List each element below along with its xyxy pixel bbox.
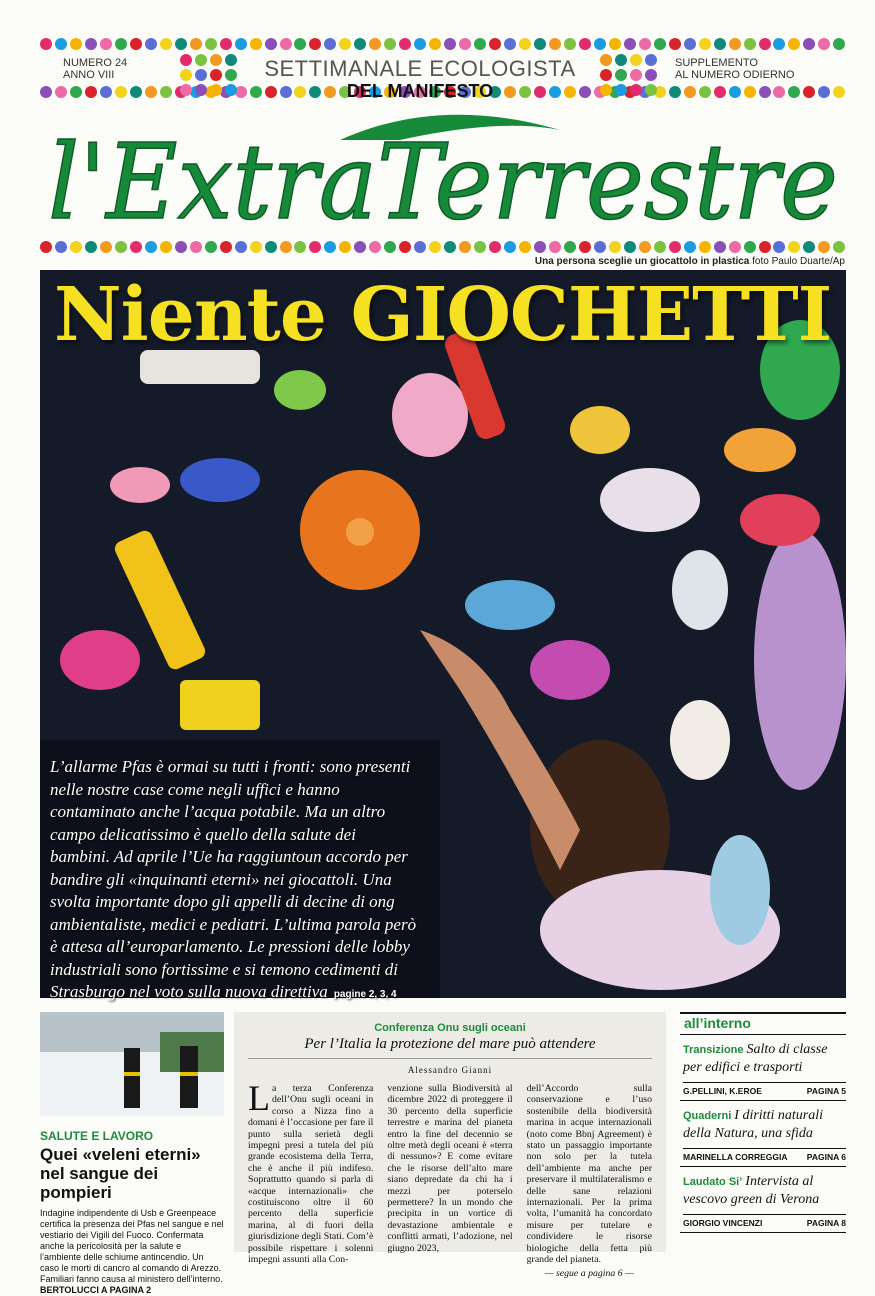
dropcap: L [248, 1078, 270, 1118]
decor-dot [384, 38, 396, 50]
mid-story-rule [248, 1058, 652, 1059]
inside-item[interactable] [680, 1167, 846, 1233]
left-story-kicker: SALUTE E LAVORO [40, 1129, 154, 1143]
decor-dot [205, 38, 217, 50]
decor-dot [225, 84, 237, 96]
main-headline: Niente GIOCHETTI [54, 272, 832, 358]
decor-dot [369, 38, 381, 50]
decor-dot [759, 86, 771, 98]
inside-item-page: PAGINA 6 [806, 1152, 846, 1162]
decor-dot [160, 86, 172, 98]
inside-item-byline [683, 1214, 846, 1232]
decor-dot [130, 86, 142, 98]
inside-heading: all’interno [680, 1012, 846, 1035]
decor-dot [504, 38, 516, 50]
decor-dot [729, 38, 741, 50]
decor-dot [250, 38, 262, 50]
decor-dot [579, 38, 591, 50]
inside-item-title [683, 1173, 846, 1208]
photo-caption-text: Una persona sceglie un giocattolo in plastica [534, 256, 750, 267]
inside-item[interactable] [680, 1035, 846, 1101]
decor-dot [744, 86, 756, 98]
decor-dot [225, 54, 237, 66]
decor-dot [729, 86, 741, 98]
decor-dot [630, 84, 642, 96]
decor-dot [818, 38, 830, 50]
decor-dot [210, 69, 222, 81]
decor-dot [833, 86, 845, 98]
decor-dot [195, 69, 207, 81]
decor-dot [429, 38, 441, 50]
decor-dot [624, 38, 636, 50]
inside-item-label: Transizione [683, 1044, 744, 1056]
decor-dot [615, 84, 627, 96]
decor-dot [280, 38, 292, 50]
decor-dot [210, 54, 222, 66]
decor-dot [399, 38, 411, 50]
mid-story-col-3 [527, 1083, 652, 1279]
decor-dot [534, 38, 546, 50]
decor-dot [85, 86, 97, 98]
decor-dot [55, 86, 67, 98]
inside-item-page: PAGINA 8 [806, 1218, 846, 1228]
issue-number: NUMERO 24 [63, 57, 128, 69]
decor-dot [615, 54, 627, 66]
decor-dot [294, 38, 306, 50]
inside-item-title [683, 1107, 846, 1142]
decor-dot [788, 38, 800, 50]
decor-dot [803, 86, 815, 98]
logo-text: l'ExtraTerrestre [48, 121, 838, 243]
inside-item-title-text: Salto di classe per edifici e trasporti [683, 1042, 828, 1075]
decor-dot [684, 38, 696, 50]
decor-dot [594, 38, 606, 50]
mid-story-author: Alessandro Gianni [407, 1065, 493, 1075]
inside-item[interactable] [680, 1101, 846, 1167]
decor-dot [210, 84, 222, 96]
decor-dot [225, 69, 237, 81]
mid-story-col-1 [248, 1078, 374, 1279]
right-dot-cluster [600, 54, 657, 96]
decor-dot [115, 86, 127, 98]
mid-story-col-2: venzione sulla Biodiversità al dicembre 2022 di proteggere il 30 percento della superficie terrestre e marina del pianeta entro la fine del decennio se oltre metà degli oceani è «terra di nessuno»? E come evitare che le risorse dell’alto mare siano depredate da chi ha i mezzi per poterselo permettere? In un mondo che precipita in un vortice di devastazione ambientale e conflitti armati, l’adozione, nel giugno 2023, [387, 1083, 513, 1254]
decor-dot [645, 69, 657, 81]
decor-dot [145, 38, 157, 50]
supplement-line-2: AL NUMERO ODIERNO [675, 69, 795, 81]
masthead-logo [40, 100, 846, 243]
mid-story-col-1-text: a terza Conferenza dell’Onu sugli oceani in corso a Nizza fino a domani è l’occasione per fare il punto sulla serietà degli impegni presi a tutela del più grande ecosistema della Terra, che è anche il più indifeso. Soprattutto quando si parla di «acque internazionali» che costituiscono oltre il 60 percento della superficie marina, al di fuori della giurisdizione degli Stati. Com’è possibile rispettare i solenni impegni assunti alla Con- [248, 1083, 374, 1266]
decor-dot [195, 54, 207, 66]
decor-dot [70, 86, 82, 98]
hero-photo [40, 270, 846, 1001]
decor-dot [40, 86, 52, 98]
decor-dot [600, 84, 612, 96]
decor-dot [489, 38, 501, 50]
decor-dot [100, 38, 112, 50]
decor-dot [549, 38, 561, 50]
decor-dot [474, 38, 486, 50]
left-dot-cluster [180, 54, 237, 96]
decor-dot [609, 38, 621, 50]
weekly-label: SETTIMANALE ECOLOGISTA [264, 56, 576, 81]
inside-item-author: G.PELLINI, K.EROE [683, 1086, 762, 1096]
decor-dot [100, 86, 112, 98]
decor-dot [339, 38, 351, 50]
decor-dot [699, 86, 711, 98]
decor-dot [630, 69, 642, 81]
decor-dot [744, 38, 756, 50]
decor-dot [639, 38, 651, 50]
decor-dot [669, 38, 681, 50]
mid-story-follow[interactable]: — segue a pagina 6 — [544, 1267, 634, 1279]
decor-dot [773, 86, 785, 98]
photo-caption [535, 256, 845, 267]
decor-dot [414, 38, 426, 50]
decor-dot [324, 38, 336, 50]
decor-dot [600, 69, 612, 81]
decor-dot [175, 38, 187, 50]
decor-dot [85, 38, 97, 50]
decor-dot [55, 38, 67, 50]
decor-dot [833, 38, 845, 50]
decor-dot [684, 86, 696, 98]
decor-dot [265, 38, 277, 50]
inside-item-byline [683, 1082, 846, 1100]
supplement-line-1: SUPPLEMENTO [675, 57, 758, 69]
top-dot-row [40, 38, 846, 52]
issue-year: ANNO VIII [63, 69, 115, 81]
left-story-ref[interactable]: BERTOLUCCI A PAGINA 2 [40, 1285, 152, 1295]
inside-item-title-text: Intervista al vescovo green di Verona [683, 1174, 820, 1207]
left-story-body [40, 1208, 224, 1296]
decor-dot [803, 38, 815, 50]
decor-dot [354, 38, 366, 50]
inside-item-author: MARINELLA CORREGGIA [683, 1152, 788, 1162]
decor-dot [714, 38, 726, 50]
lead-page-ref[interactable]: pagine 2, 3, 4 [333, 989, 397, 1000]
decor-dot [714, 86, 726, 98]
decor-dot [654, 38, 666, 50]
inside-item-page: PAGINA 5 [806, 1086, 846, 1096]
decor-dot [788, 86, 800, 98]
lead-text: L’allarme Pfas è ormai su tutti i fronti: sono presenti nelle nostre case come negli uffici e hanno contaminato anche l’acqua potabile. Ma un altro campo delicatissimo è quello della salute dei bambini. Ad aprile l’Ue ha raggiuntoun accordo per bandire gli «inquinanti eterni» nei giocattoli. Una svolta importante dopo gli appelli di decine di ong ambientaliste, medici e pediatri. L’ultima parola però è attesa all’europarlamento. Le pressioni delle lobby industriali sono fortissime e si temono cedimenti di Strasburgo nel voto sulla nuova direttiva [50, 757, 417, 1001]
decor-dot [600, 54, 612, 66]
decor-dot [180, 84, 192, 96]
left-story [40, 1012, 224, 1296]
decor-dot [180, 69, 192, 81]
decor-dot [235, 38, 247, 50]
mid-story-kicker: Conferenza Onu sugli oceani [374, 1022, 526, 1034]
decor-dot [630, 54, 642, 66]
decor-dot [195, 84, 207, 96]
decor-dot [615, 69, 627, 81]
bottom-dot-row [40, 241, 846, 255]
decor-dot [160, 38, 172, 50]
firefighters-photo [40, 1012, 224, 1116]
decor-dot [645, 54, 657, 66]
decor-dot [70, 38, 82, 50]
decor-dot [444, 38, 456, 50]
issue-info [63, 57, 127, 81]
decor-dot [40, 38, 52, 50]
inside-item-byline [683, 1148, 846, 1166]
decor-dot [759, 38, 771, 50]
decor-dot [459, 38, 471, 50]
inside-item-label: Laudato Si’ [683, 1176, 743, 1188]
inside-item-author: GIORGIO VINCENZI [683, 1218, 763, 1228]
decor-dot [645, 84, 657, 96]
decor-dot [145, 86, 157, 98]
decor-dot [818, 86, 830, 98]
mid-story-col-3-text: dell’Accordo sulla conservazione e l’uso sostenibile della biodiversità marina in acque internazionali (noto come Bbnj Agreement) è stato un passaggio importante non solo per la tutela dell’ambiente ma anche per preservare il multilateralismo e delle sane relazioni internazionali. Per la prima volta, l’umanità ha concordato misure per tutelare e condividere le risorse biologiche della fetta più grande del pianeta. [526, 1083, 652, 1266]
decor-dot [699, 38, 711, 50]
decor-dot [309, 38, 321, 50]
lead-paragraph [50, 756, 420, 1007]
inside-index [680, 1012, 846, 1233]
inside-item-label: Quaderni [683, 1110, 732, 1122]
mid-story-title[interactable]: Per l’Italia la protezione del mare può attendere [304, 1036, 596, 1052]
inside-item-title [683, 1041, 846, 1076]
mid-story [234, 1012, 666, 1279]
photo-credit: foto Paulo Duarte/Ap [752, 256, 845, 267]
left-story-text: Indagine indipendente di Usb e Greenpeace certifica la presenza dei Pfas nel sangue e nel vestiario dei Vigili del Fuoco. Confermata anche la pericolosità per la salute e l’ambiente delle schiume antincendio. Un caso le morti di cancro al comando di Arezzo. Familiari fanno causa al ministero dell’interno. [40, 1208, 224, 1284]
decor-dot [773, 38, 785, 50]
mid-story-columns [244, 1078, 656, 1279]
decor-dot [180, 54, 192, 66]
decor-dot [669, 86, 681, 98]
decor-dot [564, 38, 576, 50]
decor-dot [115, 38, 127, 50]
inside-item-title-text: I diritti naturali della Natura, una sfida [683, 1108, 823, 1141]
decor-dot [190, 38, 202, 50]
left-story-title[interactable]: Quei «veleni eterni» nel sangue dei pompieri [40, 1145, 201, 1202]
supplement-info [675, 57, 794, 81]
decor-dot [130, 38, 142, 50]
publisher-label: DEL MANIFESTO [346, 81, 494, 101]
decor-dot [519, 38, 531, 50]
decor-dot [220, 38, 232, 50]
